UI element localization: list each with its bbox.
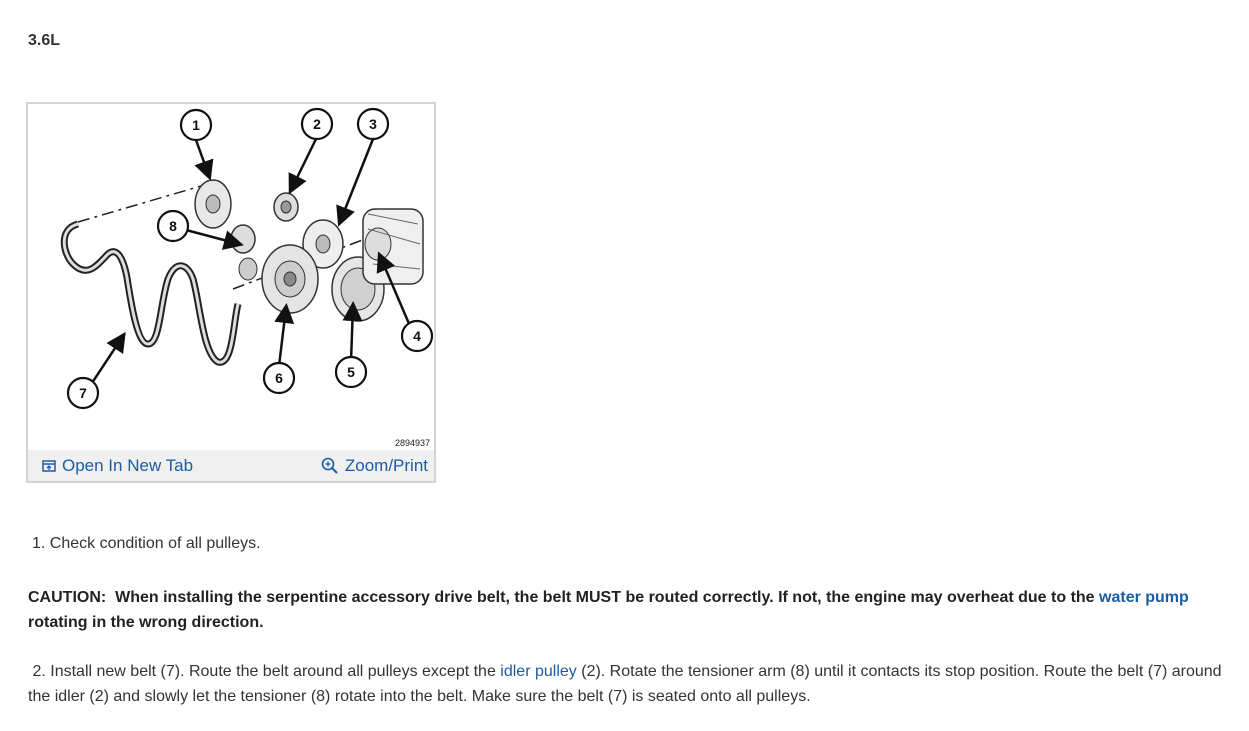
- idler-pulley-link[interactable]: idler pulley: [500, 663, 577, 680]
- figure-toolbar: [28, 450, 434, 481]
- pulley-6: [262, 245, 318, 313]
- step-2-text-after: (2). Rotate the tensioner arm (8) until it contacts its stop position. Route the belt (7) around the idler (2) and slowly let the tensioner (8) rotate into the belt. Make sure the belt (7) is seated onto all pulleys.: [28, 663, 1222, 705]
- step-2-number: 2.: [32, 663, 46, 680]
- serpentine-belt-diagram[interactable]: [28, 104, 434, 450]
- callout-2: 2: [313, 116, 321, 132]
- pulley-4: [363, 209, 423, 284]
- callout-8: 8: [169, 218, 177, 234]
- open-in-new-tab-button[interactable]: [42, 456, 193, 476]
- step-1-number: 1.: [32, 535, 46, 552]
- caution-prefix: CAUTION:: [28, 589, 107, 606]
- figure-container: [26, 102, 436, 483]
- callout-5: 5: [347, 364, 355, 380]
- step-1: [32, 535, 261, 553]
- callout-3: 3: [369, 116, 377, 132]
- open-in-new-tab-icon: [42, 459, 56, 473]
- figure-id: 2894937: [394, 438, 430, 448]
- callout-7: 7: [79, 385, 87, 401]
- caution-text-after: rotating in the wrong direction.: [28, 614, 264, 631]
- caution-note: [28, 585, 1238, 635]
- zoom-print-button[interactable]: [321, 456, 428, 476]
- step-1-text: Check condition of all pulleys.: [49, 535, 261, 552]
- water-pump-link[interactable]: water pump: [1099, 589, 1189, 606]
- open-in-new-tab-label: Open In New Tab: [62, 456, 194, 475]
- step-2: [28, 659, 1243, 709]
- zoom-in-icon: [321, 457, 339, 475]
- step-2-text-before: Install new belt (7). Route the belt around all pulleys except the: [50, 663, 496, 680]
- section-heading: 3.6L: [28, 32, 61, 49]
- caution-text-before: When installing the serpentine accessory drive belt, the belt MUST be routed correctly. If not, the engine may overheat due to the: [115, 589, 1095, 606]
- callout-4: 4: [413, 328, 421, 344]
- pulley-1: [195, 180, 231, 228]
- zoom-print-label: Zoom/Print: [344, 456, 428, 475]
- callout-6: 6: [275, 370, 283, 386]
- pulley-2: [274, 193, 298, 221]
- callout-1: 1: [192, 117, 200, 133]
- pulley-8: [231, 225, 257, 280]
